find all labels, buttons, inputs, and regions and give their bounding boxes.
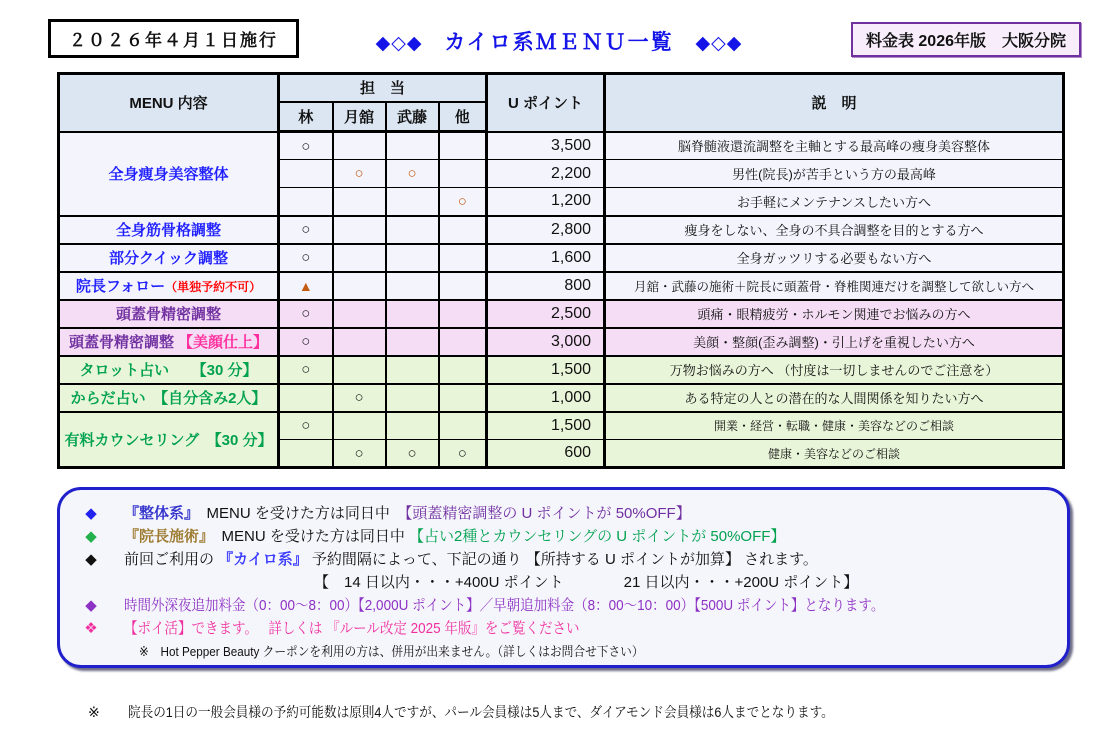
mark-tsukidate xyxy=(333,300,386,328)
diamond-bullet-icon: ◆ xyxy=(85,550,97,568)
menu-description: 万物お悩みの方へ （忖度は一切しませんのでご注意を） xyxy=(605,356,1064,384)
note-text: 【ポイ活】できます。 詳しくは 『ルール改定 2025 年版』をご覧ください xyxy=(124,620,580,637)
mark-hayashi: ○ xyxy=(279,216,333,244)
col-header-points: U ポイント xyxy=(487,74,605,132)
mark-tsukidate xyxy=(333,132,386,160)
note-line xyxy=(74,501,1053,524)
mark-tsukidate xyxy=(333,412,386,440)
page-title-text: カイロ系ＭＥＮＵ一覧 xyxy=(444,31,674,54)
note-text: 前回ご利用の xyxy=(124,551,219,568)
menu-description: 男性(院長)が苦手という方の最高峰 xyxy=(605,160,1064,188)
note-line-coupon xyxy=(74,639,1053,662)
menu-name-tag: 【美顔仕上】 xyxy=(178,334,269,351)
menu-description: お手軽にメンテナンスしたい方へ xyxy=(605,188,1064,216)
col-header-staff-other: 他 xyxy=(439,102,487,132)
col-header-staff-muto: 武藤 xyxy=(386,102,439,132)
mark-hayashi: ○ xyxy=(279,412,333,440)
menu-name-text: 頭蓋骨精密調整 xyxy=(68,334,174,351)
reference-mark: ※ xyxy=(88,703,100,720)
diamond-decoration-left: ◆◇◆ xyxy=(375,33,423,54)
points-value: 2,800 xyxy=(487,216,605,244)
points-value: 2,200 xyxy=(487,160,605,188)
mark-other xyxy=(439,160,487,188)
points-value: 600 xyxy=(487,440,605,468)
diamond-bullet-icon: ◆ xyxy=(85,504,97,522)
points-value: 1,500 xyxy=(487,412,605,440)
mark-hayashi xyxy=(279,188,333,216)
mark-muto: ○ xyxy=(386,440,439,468)
note-highlight: 【占い2種とカウンセリングの U ポイントが 50%OFF】 xyxy=(409,528,786,545)
mark-hayashi xyxy=(279,440,333,468)
note-line xyxy=(74,524,1053,547)
menu-name: タロット占い 【30 分】 xyxy=(59,356,279,384)
menu-description: 開業・経営・転職・健康・美容などのご相談 xyxy=(605,412,1064,440)
table-row xyxy=(59,132,1064,160)
mark-hayashi: ○ xyxy=(279,244,333,272)
col-header-tanto: 担 当 xyxy=(279,74,487,102)
mark-muto xyxy=(386,412,439,440)
table-row xyxy=(59,328,1064,356)
col-header-desc: 説 明 xyxy=(605,74,1064,132)
mark-hayashi: ○ xyxy=(279,328,333,356)
mark-muto xyxy=(386,244,439,272)
menu-name: 全身筋骨格調整 xyxy=(59,216,279,244)
note-text: MENU を受けた方は同日中 xyxy=(191,505,405,522)
table-row xyxy=(59,412,1064,440)
col-header-menu: MENU 内容 xyxy=(59,74,279,132)
menu-description: 脳脊髄液還流調整を主軸とする最高峰の痩身美容整体 xyxy=(605,132,1064,160)
menu-name xyxy=(59,272,279,300)
mark-hayashi xyxy=(279,384,333,412)
mark-other xyxy=(439,356,487,384)
col-header-staff-tsukidate: 月舘 xyxy=(333,102,386,132)
points-value: 800 xyxy=(487,272,605,300)
menu-name: 有料カウンセリング 【30 分】 xyxy=(59,412,279,468)
points-value: 1,000 xyxy=(487,384,605,412)
menu-name: 全身痩身美容整体 xyxy=(59,132,279,216)
table-row xyxy=(59,216,1064,244)
note-keyword: 『整体系』 xyxy=(124,505,192,522)
mark-other xyxy=(439,328,487,356)
mark-tsukidate xyxy=(333,356,386,384)
table-row xyxy=(59,300,1064,328)
mark-tsukidate xyxy=(333,272,386,300)
mark-other xyxy=(439,300,487,328)
col-header-staff-hayashi: 林 xyxy=(279,102,333,132)
table-row xyxy=(59,356,1064,384)
mark-tsukidate xyxy=(333,188,386,216)
mark-hayashi: ○ xyxy=(279,132,333,160)
mark-muto xyxy=(386,328,439,356)
mark-other xyxy=(439,216,487,244)
menu-name: 部分クイック調整 xyxy=(59,244,279,272)
menu-name: からだ占い 【自分含み2人】 xyxy=(59,384,279,412)
mark-hayashi: ○ xyxy=(279,356,333,384)
table-row xyxy=(59,244,1064,272)
menu-description: 健康・美容などのご相談 xyxy=(605,440,1064,468)
mark-other xyxy=(439,412,487,440)
mark-other xyxy=(439,244,487,272)
points-value: 3,500 xyxy=(487,132,605,160)
menu-name-text: 院長フォロー xyxy=(75,278,166,295)
note-highlight: 【頭蓋精密調整の U ポイントが 50%OFF】 xyxy=(404,505,691,522)
mark-tsukidate xyxy=(333,328,386,356)
menu-description: ある特定の人との潜在的な人間関係を知りたい方へ xyxy=(605,384,1064,412)
table-row xyxy=(59,272,1064,300)
points-value: 1,200 xyxy=(487,188,605,216)
menu-name-note: （単独予約不可） xyxy=(165,280,262,294)
menu-description: 頭痛・眼精疲労・ホルモン関連でお悩みの方へ xyxy=(605,300,1064,328)
mark-other xyxy=(439,384,487,412)
menu-table xyxy=(57,72,1065,469)
menu-description: 美顔・整顔(歪み調整)・引上げを重視したい方へ xyxy=(605,328,1064,356)
mark-muto xyxy=(386,132,439,160)
note-text: ※ Hot Pepper Beauty クーポンを利用の方は、併用が出来ません。（詳しくはお問合せ下さい） xyxy=(139,644,644,659)
diamond-decoration-right: ◆◇◆ xyxy=(695,33,743,54)
note-text: 時間外深夜追加料金（0：00～8：00）【2,000U ポイント】／早朝追加料金（8：00～10：00）【500U ポイント】となります。 xyxy=(124,597,885,614)
table-row xyxy=(59,384,1064,412)
menu-description: 全身ガッツリする必要もない方へ xyxy=(605,244,1064,272)
four-diamond-bullet-icon: ❖ xyxy=(84,619,98,637)
mark-tsukidate: ○ xyxy=(333,440,386,468)
mark-tsukidate xyxy=(333,244,386,272)
mark-tsukidate xyxy=(333,216,386,244)
menu-name: 頭蓋骨精密調整 xyxy=(59,300,279,328)
mark-other: ○ xyxy=(439,440,487,468)
mark-muto xyxy=(386,216,439,244)
note-text: 【 14 日以内・・・+400U ポイント 21 日以内・・・+200U ポイント】 xyxy=(314,574,859,591)
diamond-bullet-icon: ◆ xyxy=(85,596,97,614)
edition-badge: 料金表 2026年版 大阪分院 xyxy=(851,22,1081,57)
mark-muto xyxy=(386,384,439,412)
mark-other xyxy=(439,132,487,160)
note-text: MENU を受けた方は同日中 xyxy=(206,528,410,545)
mark-hayashi xyxy=(279,160,333,188)
footer-note xyxy=(88,702,912,722)
note-line xyxy=(74,593,1053,616)
mark-hayashi: ○ xyxy=(279,300,333,328)
effective-date-box: ２０２６年４月１日施行 xyxy=(48,19,299,58)
notes-box xyxy=(57,487,1070,668)
menu-name xyxy=(59,328,279,356)
mark-hayashi: ▲ xyxy=(279,272,333,300)
note-line-interval-bonus xyxy=(74,570,1053,593)
mark-other xyxy=(439,272,487,300)
points-value: 2,500 xyxy=(487,300,605,328)
menu-description: 月舘・武藤の施術＋院長に頭蓋骨・脊椎関連だけを調整して欲しい方へ xyxy=(605,272,1064,300)
points-value: 1,600 xyxy=(487,244,605,272)
note-line xyxy=(74,547,1053,570)
diamond-bullet-icon: ◆ xyxy=(85,527,97,545)
points-value: 3,000 xyxy=(487,328,605,356)
mark-other: ○ xyxy=(439,188,487,216)
points-value: 1,500 xyxy=(487,356,605,384)
mark-tsukidate: ○ xyxy=(333,160,386,188)
mark-muto xyxy=(386,356,439,384)
mark-muto xyxy=(386,188,439,216)
note-keyword: 『カイロ系』 xyxy=(218,551,308,568)
footer-note-text: 院長の1日の一般会員様の予約可能数は原則4人ですが、パール会員様は5人まで、ダイアモンド会員様は6人までとなります。 xyxy=(127,704,834,720)
mark-muto xyxy=(386,272,439,300)
mark-tsukidate: ○ xyxy=(333,384,386,412)
mark-muto: ○ xyxy=(386,160,439,188)
note-text: 予約間隔によって、下記の通り 【所持する U ポイントが加算】 されます。 xyxy=(307,551,818,568)
mark-muto xyxy=(386,300,439,328)
note-keyword: 『院長施術』 xyxy=(124,528,207,545)
note-line xyxy=(74,616,1053,639)
menu-description: 痩身をしない、全身の不具合調整を目的とする方へ xyxy=(605,216,1064,244)
